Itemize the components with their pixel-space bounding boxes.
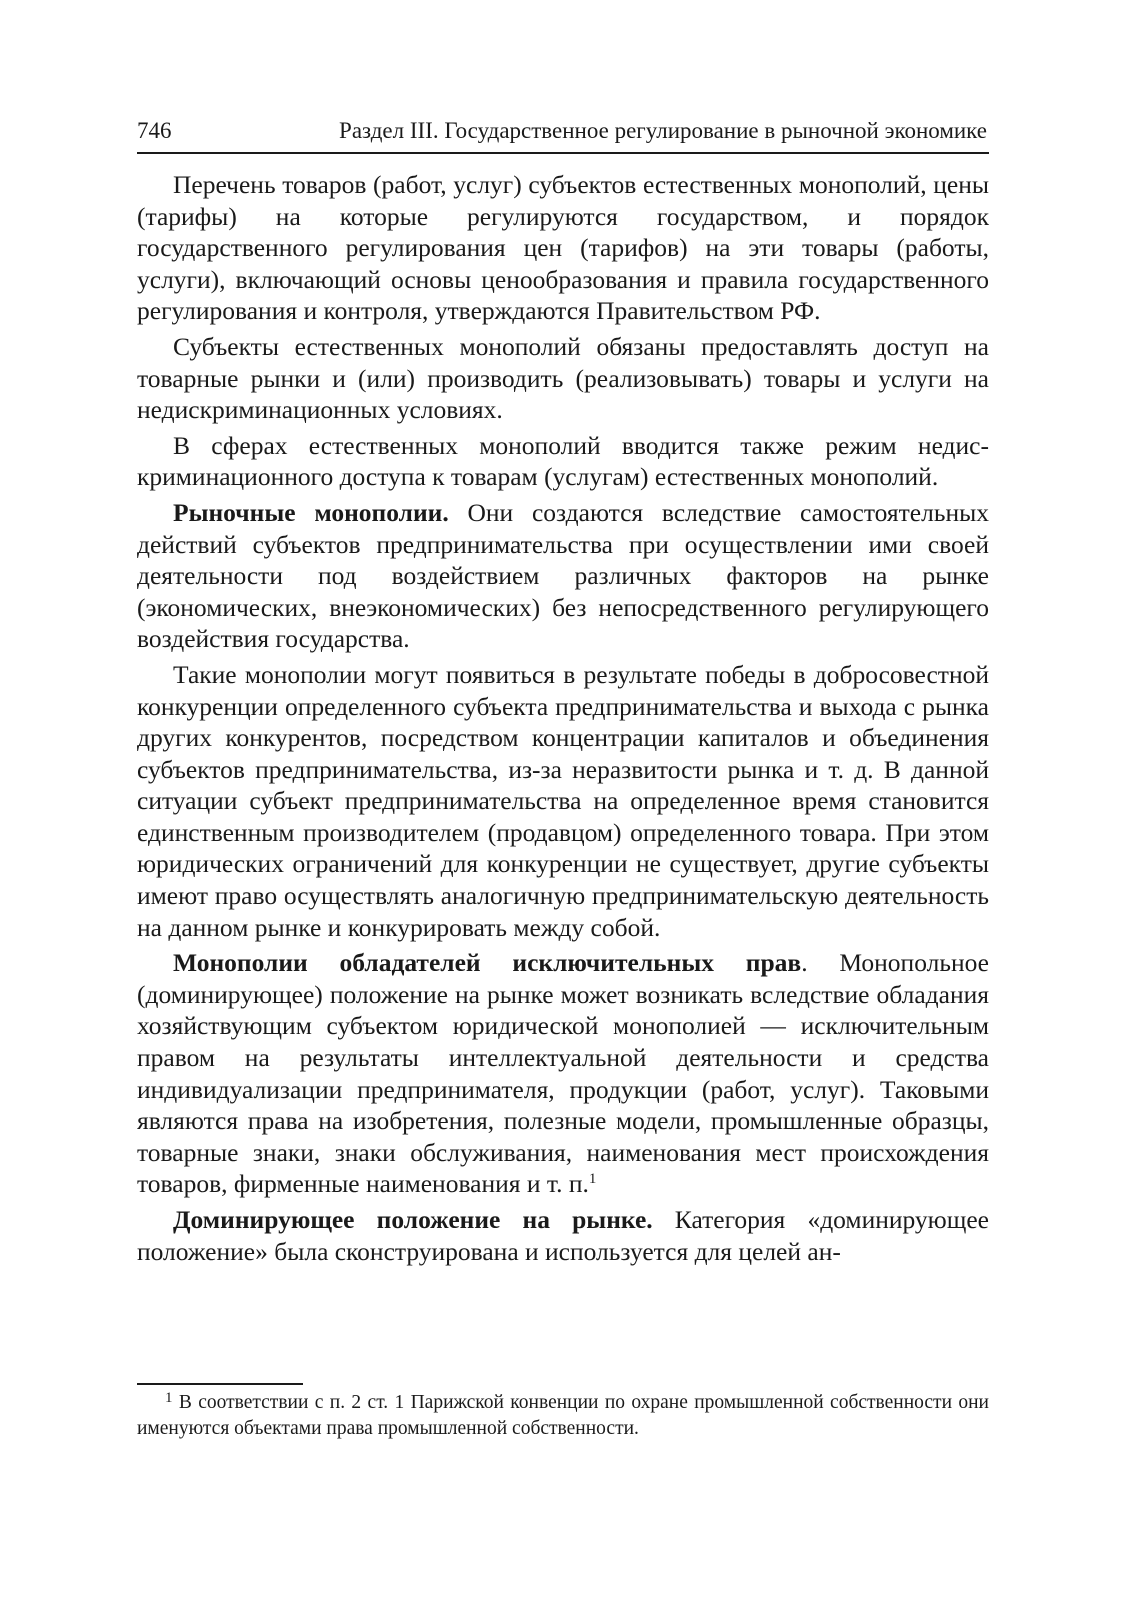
footnote-text: В соответствии с п. 2 ст. 1 Парижской конвенции по охране промышленной собственности они именуются объектами права промышленной собственности. bbox=[137, 1392, 989, 1439]
paragraph-heading: Доминирующее положение на рынке. bbox=[173, 1205, 653, 1234]
paragraph-text: Субъекты естественных монополий обязаны предоставлять доступ на товарные рынки и (или) производить (реализовывать) товары и услуги на недискриминационных условиях. bbox=[137, 331, 989, 425]
running-head bbox=[137, 114, 989, 154]
paragraph-text: . Монопольное (доминирующее) положение на рынке может возникать вследствие обладания хозяйствующим субъектом юридической монополией — исключительным правом на результаты интеллектуальной деятельности и средства индивидуализации предпринимателя, продукции (работ, услуг). Таковыми являются права на изобретения, полезные модели, промышленные образцы, товарные знаки, знаки обслуживания, наименования мест происхождения товаров, фирменные наименования и т. п. bbox=[137, 948, 989, 1199]
paragraph bbox=[137, 1204, 989, 1267]
paragraph bbox=[137, 430, 989, 493]
page-number: 746 bbox=[137, 118, 172, 143]
section-title: Раздел III. Государственное регулирование в рыночной экономике bbox=[339, 118, 987, 143]
book-page bbox=[137, 0, 989, 1600]
paragraph-heading: Монополии обладателей исключительных прав bbox=[173, 948, 802, 978]
paragraph-text: Они создаются вследствие самостоятельных действий субъектов предпринимательства при осуществлении ими своей деятельности под воздействием различных факторов на рынке (экономических, внеэкономических) без непосредственного регулирующего воздействия государства. bbox=[137, 497, 989, 654]
paragraph bbox=[137, 659, 989, 943]
paragraph bbox=[137, 331, 989, 426]
paragraph-text: Категория «доминирующее положение» была сконструирована и используется для целей ан- bbox=[137, 1205, 989, 1266]
paragraph bbox=[137, 169, 989, 327]
footnote-mark: 1 bbox=[165, 1390, 173, 1406]
paragraph-text: В сферах естественных монополий вводится также режим недискриминационного доступа к товарам (услугам) естественных монополий. bbox=[137, 430, 989, 492]
paragraph-text: Такие монополии могут появиться в результате победы в добросовестной конкуренции определенного субъекта предпринимательства и выхода с рынка других конкурентов, посредством концентрации капиталов и объединения субъектов предпринимательства, из-за неразвитости рынка и т. д. В данной ситуации субъект предпринимательства на определенное время становится единственным производителем (продавцом) определенного товара. При этом юридических ограничений для конкуренции не существует, другие субъекты имеют право осуществлять аналогичную предпринимательскую деятельность на данном рынке и конкурировать между собой. bbox=[137, 659, 989, 942]
paragraph bbox=[137, 497, 989, 655]
footnote-reference[interactable]: 1 bbox=[588, 1171, 597, 1188]
body-text bbox=[137, 169, 989, 1267]
paragraph bbox=[137, 947, 989, 1200]
footnote-divider bbox=[137, 1383, 303, 1385]
footnote bbox=[137, 1390, 989, 1442]
paragraph-heading: Рыночные монополии. bbox=[173, 497, 449, 527]
paragraph-text: Перечень товаров (работ, услуг) субъектов естественных монополий, цены (тарифы) на которые регулируются государством, и порядок государственного регулирования цен (тарифов) на эти товары (работы, услуги), включающий основы ценообразования и правила государственного регулирования и контроля, утверждаются Правительством РФ. bbox=[137, 170, 989, 326]
